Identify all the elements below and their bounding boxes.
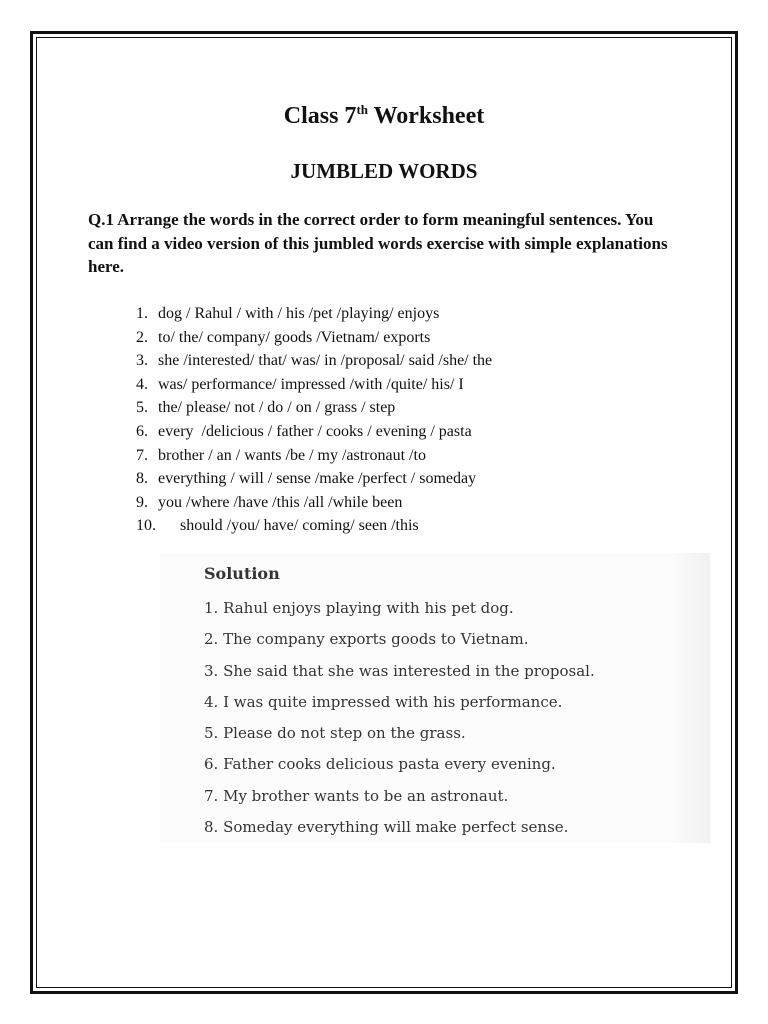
exercise-number: 9.: [136, 493, 148, 511]
exercise-item: [136, 491, 492, 515]
exercise-item: [136, 373, 492, 397]
title-end: Worksheet: [368, 103, 485, 129]
exercise-item: [136, 420, 492, 444]
exercise-item: [136, 444, 492, 468]
exercise-number: 3.: [136, 352, 148, 370]
exercise-list: [136, 302, 492, 538]
exercise-text: every /delicious / father / cooks / evening / pasta: [158, 422, 472, 440]
title-superscript: th: [356, 102, 368, 117]
exercise-number: 1.: [136, 305, 148, 322]
exercise-text: she /interested/ that/ was/ in /proposal/ said /she/ the: [158, 352, 493, 370]
exercise-number: 6.: [136, 422, 148, 440]
solution-item: 2. The company exports goods to Vietnam.: [204, 630, 529, 649]
exercise-item: [136, 326, 492, 350]
solution-list: [204, 593, 595, 843]
exercise-item: [136, 302, 492, 326]
exercise-text: was/ performance/ impressed /with /quite/ his/ I: [158, 375, 464, 393]
exercise-text: should /you/ have/ coming/ seen /this: [180, 517, 419, 535]
exercise-item: [136, 396, 492, 420]
exercise-item: [136, 349, 492, 373]
exercise-number: 2.: [136, 328, 148, 346]
solution-image: [160, 553, 710, 843]
question-text: Q.1 Arrange the words in the correct order to form meaningful sentences. You can find a video version of this jumbled words exercise with simple explanations here.: [88, 210, 668, 276]
solution-item: 4. I was quite impressed with his performance.: [204, 692, 563, 711]
solution-item: 7. My brother wants to be an astronaut.: [204, 786, 509, 805]
exercise-text: you /where /have /this /all /while been: [158, 493, 403, 511]
title-main: Class 7: [283, 103, 357, 129]
section-title: JUMBLED WORDS: [290, 159, 478, 183]
exercise-number: 8.: [136, 470, 148, 488]
page-title: [0, 92, 768, 134]
solution-item: 3. She said that she was interested in the proposal.: [204, 661, 595, 680]
exercise-text: the/ please/ not / do / on / grass / step: [158, 399, 396, 417]
exercise-text: everything / will / sense /make /perfect / someday: [158, 470, 477, 488]
solution-item: 1. Rahul enjoys playing with his pet dog.: [204, 599, 514, 617]
exercise-number: 10.: [136, 517, 156, 535]
exercise-number: 7.: [136, 446, 148, 464]
solution-heading: Solution: [204, 564, 280, 583]
exercise-number: 4.: [136, 375, 148, 393]
exercise-text: dog / Rahul / with / his /pet /playing/ enjoys: [158, 305, 440, 322]
exercise-text: brother / an / wants /be / my /astronaut /to: [158, 446, 426, 464]
solution-item: 8. Someday everything will make perfect sense.: [204, 818, 569, 837]
solution-image-edge: [670, 553, 710, 843]
exercise-number: 5.: [136, 399, 148, 417]
exercise-text: to/ the/ company/ goods /Vietnam/ exports: [158, 328, 431, 346]
exercise-item: [136, 514, 492, 538]
solution-item: 6. Father cooks delicious pasta every evening.: [204, 755, 556, 774]
solution-item: 5. Please do not step on the grass.: [204, 724, 466, 743]
exercise-item: [136, 467, 492, 491]
